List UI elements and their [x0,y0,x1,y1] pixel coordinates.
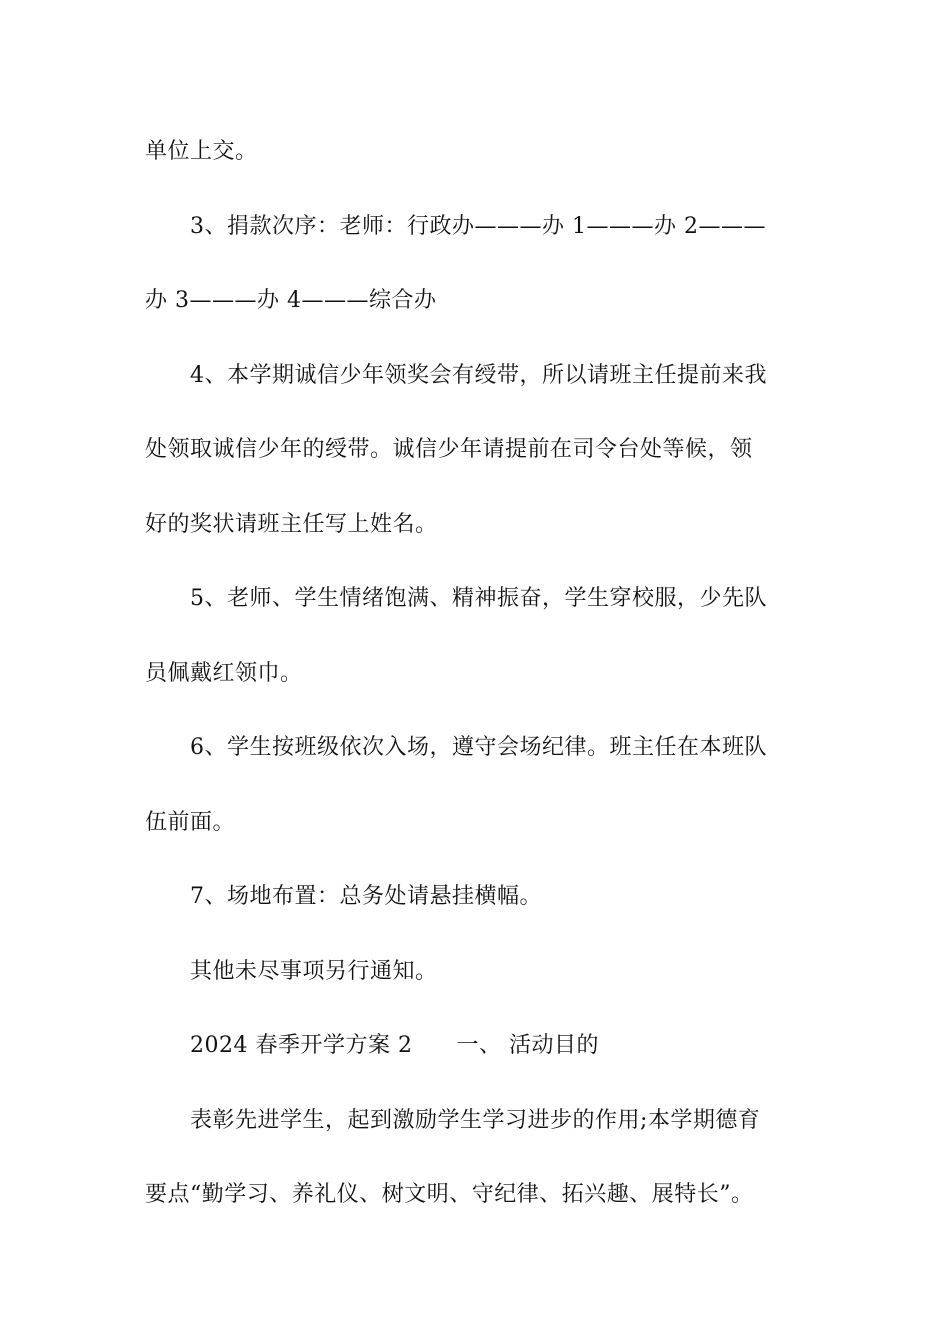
paragraph-line: 4、本学期诚信少年领奖会有绶带，所以请班主任提前来我 [190,363,767,388]
paragraph-line: 要点“勤学习、养礼仪、树文明、守纪律、拓兴趣、展特长”。 [145,1182,754,1207]
paragraph-line: 单位上交。 [145,139,258,164]
paragraph-line: 7、场地布置：总务处请悬挂横幅。 [190,884,542,909]
paragraph-line: 处领取诚信少年的绶带。诚信少年请提前在司令台处等候，领 [145,437,753,462]
paragraph-line: 员佩戴红领巾。 [145,661,303,686]
paragraph-line: 办 3———办 4———综合办 [145,288,437,313]
paragraph-line: 表彰先进学生，起到激励学生学习进步的作用;本学期德育 [190,1108,761,1133]
paragraph-line: 3、捐款次序：老师：行政办———办 1———办 2——— [190,214,766,239]
document-title: 2024 春季开学方案 2 [190,1033,413,1058]
paragraph-line: 好的奖状请班主任写上姓名。 [145,512,438,537]
paragraph-line: 5、老师、学生情绪饱满、精神振奋，学生穿校服，少先队 [190,586,767,611]
paragraph-line: 6、学生按班级依次入场，遵守会场纪律。班主任在本班队 [190,735,767,760]
paragraph-line: 其他未尽事项另行通知。 [190,959,438,984]
heading-line [190,1031,599,1061]
section-heading: 一、 活动目的 [456,1033,599,1058]
paragraph-line: 伍前面。 [145,810,236,835]
